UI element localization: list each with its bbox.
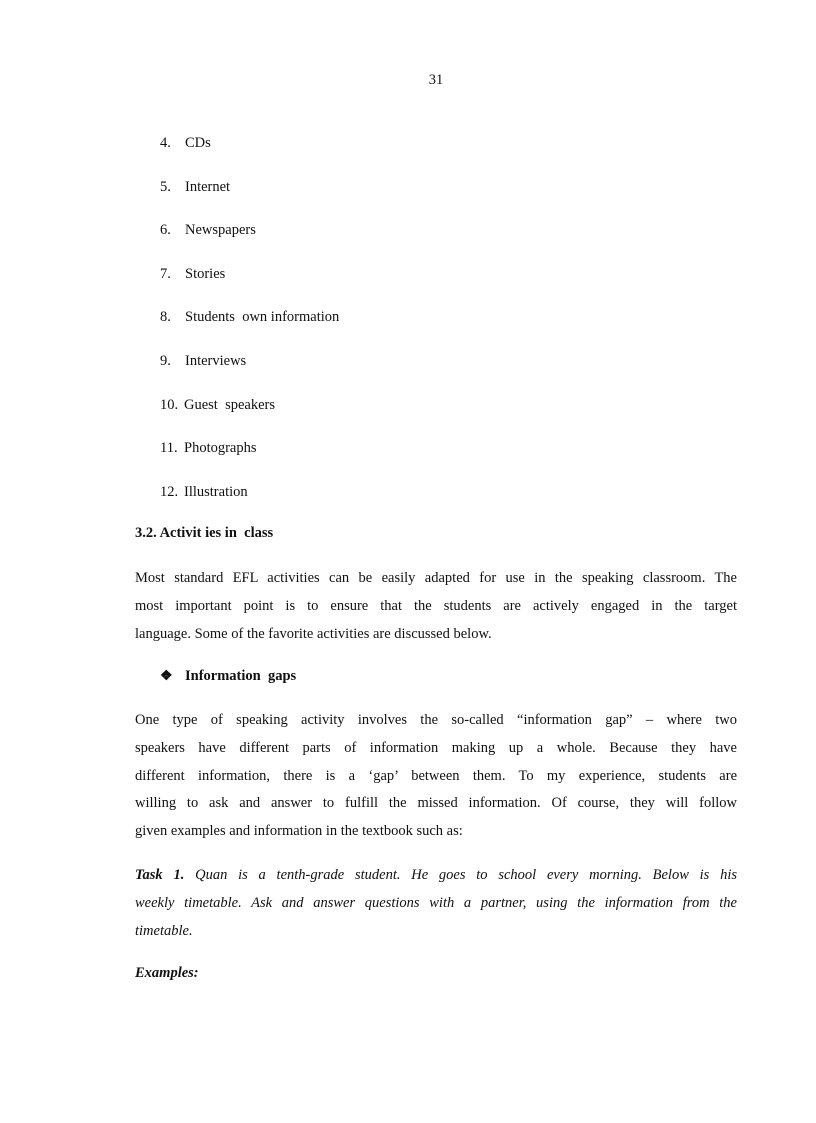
list-item-text: Interviews — [185, 353, 247, 369]
task-line: weekly timetable. Ask and answer questions with a partner, using the information from the — [135, 894, 737, 911]
list-item-number: 11. — [160, 440, 178, 456]
paragraph-line: speakers have different parts of information making up a whole. Because they have — [135, 739, 737, 756]
list-item — [160, 220, 256, 240]
list-item-text: Photographs — [184, 440, 257, 456]
paragraph-line: given examples and information in the textbook such as: — [135, 823, 463, 840]
task-line — [135, 862, 737, 890]
bullet-heading — [160, 668, 296, 685]
diamond-bullet-icon: ❖ — [160, 669, 173, 684]
list-item-number: 7. — [160, 266, 171, 282]
task-label: Task 1. — [135, 867, 185, 883]
list-item — [160, 351, 246, 371]
paragraph-line: Most standard EFL activities can be easily adapted for use in the speaking classroom. The — [135, 570, 737, 586]
section-heading: 3.2. Activit ies in class — [135, 525, 274, 541]
examples-label: Examples: — [135, 965, 199, 981]
task-paragraph — [135, 862, 737, 945]
list-item — [160, 307, 339, 327]
task-text: Quan is a tenth-grade student. He goes to school every morning. Below is his — [184, 867, 738, 883]
paragraph-line: language. Some of the favorite activities are discussed below. — [135, 625, 492, 642]
paragraph-line: most important point is to ensure that the students are actively engaged in the target — [135, 597, 737, 614]
list-item-number: 8. — [160, 309, 171, 325]
list-item-number: 6. — [160, 222, 171, 238]
paragraph-activities-intro — [135, 565, 737, 648]
list-item — [160, 482, 248, 502]
list-item — [160, 133, 211, 153]
list-item-text: Stories — [185, 266, 226, 282]
list-item — [160, 395, 275, 415]
paragraph-line: different information, there is a ‘gap’ between them. To my experience, students are — [135, 767, 737, 784]
list-item — [160, 264, 225, 284]
paragraph-information-gap — [135, 707, 737, 846]
list-item-text: Illustration — [184, 484, 248, 500]
list-item-number: 4. — [160, 135, 171, 151]
bullet-heading-label: Information gaps — [185, 668, 297, 684]
list-item — [160, 438, 257, 458]
list-item-number: 9. — [160, 353, 171, 369]
list-item — [160, 177, 230, 197]
list-item-text: Guest speakers — [184, 397, 276, 413]
list-item-number: 5. — [160, 179, 171, 195]
list-item-text: Internet — [185, 179, 231, 195]
list-item-number: 10. — [160, 397, 179, 413]
list-item-text: CDs — [185, 135, 211, 151]
list-item-number: 12. — [160, 484, 179, 500]
task-line: timetable. — [135, 922, 193, 939]
list-item-text: Newspapers — [185, 222, 256, 238]
list-item-text: Students own information — [185, 309, 340, 325]
paragraph-line: willing to ask and answer to fulfill the missed information. Of course, they will follow — [135, 795, 737, 812]
paragraph-line: One type of speaking activity involves the so-called “information gap” – where two — [135, 712, 737, 728]
page-number: 31 — [428, 72, 444, 88]
